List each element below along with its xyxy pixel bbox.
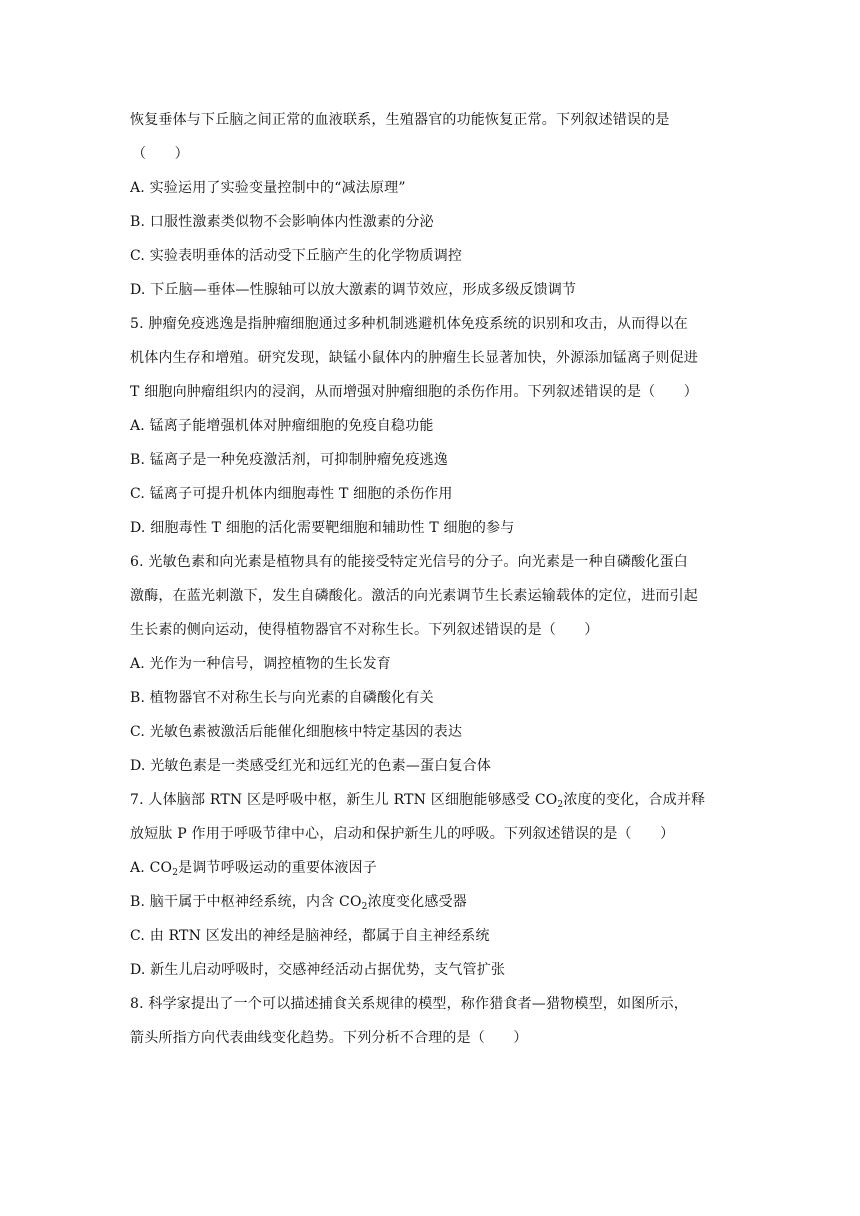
q5-option-b: B. 锰离子是一种免疫激活剂，可抑制肿瘤免疫逃逸 — [130, 452, 448, 468]
q4-option-b: B. 口服性激素类似物不会影响体内性激素的分泌 — [130, 214, 434, 230]
q6-option-d: D. 光敏色素是一类感受红光和远红光的色素—蛋白复合体 — [130, 758, 492, 774]
q7-stem-line-1 — [130, 790, 730, 815]
q7-option-a — [130, 858, 730, 883]
q6-stem-line-2: 激酶，在蓝光刺激下，发生自磷酸化。激活的向光素调节生长素运输载体的定位，进而引起 — [130, 588, 698, 604]
q7-option-c: C. 由 RTN 区发出的神经是脑神经，都属于自主神经系统 — [130, 928, 490, 944]
q6-stem-line-3: 生长素的侧向运动，使得植物器官不对称生长。下列叙述错误的是（ ） — [130, 622, 599, 638]
q7-option-b-pre: B. 脑干属于中枢神经系统，内含 CO — [130, 894, 362, 910]
q7-option-b-subscript: 2 — [361, 902, 368, 912]
q7-option-a-subscript: 2 — [172, 868, 179, 878]
q4-option-c: C. 实验表明垂体的活动受下丘脑产生的化学物质调控 — [130, 248, 463, 264]
q5-option-a: A. 锰离子能增强机体对肿瘤细胞的免疫自稳功能 — [130, 418, 434, 434]
q7-option-a-post: 是调节呼吸运动的重要体液因子 — [178, 860, 377, 876]
q4-option-d: D. 下丘脑—垂体—性腺轴可以放大激素的调节效应，形成多级反馈调节 — [130, 282, 577, 298]
q5-stem-line-2: 机体内生存和增殖。研究发现，缺锰小鼠体内的肿瘤生长显著加快，外源添加锰离子则促进 — [130, 350, 698, 366]
q7-option-b — [130, 892, 730, 917]
q5-stem-line-1: 5. 肿瘤免疫逃逸是指肿瘤细胞通过多种机制逃避机体免疫系统的识别和攻击，从而得以在 — [130, 316, 689, 332]
q6-option-b: B. 植物器官不对称生长与向光素的自磷酸化有关 — [130, 690, 434, 706]
q5-option-d: D. 细胞毒性 T 细胞的活化需要靶细胞和辅助性 T 细胞的参与 — [130, 520, 515, 536]
q7-stem-line-1-post: 浓度的变化，合成并释 — [563, 792, 706, 808]
q6-stem-line-1: 6. 光敏色素和向光素是植物具有的能接受特定光信号的分子。向光素是一种自磷酸化蛋白 — [130, 554, 689, 570]
q4-stem-line: 恢复垂体与下丘脑之间正常的血液联系，生殖器官的功能恢复正常。下列叙述错误的是 — [130, 112, 670, 128]
q8-stem-line-2: 箭头所指方向代表曲线变化趋势。下列分析不合理的是（ ） — [130, 1030, 528, 1046]
q7-co2-subscript: 2 — [557, 800, 564, 810]
q6-option-c: C. 光敏色素被激活后能催化细胞核中特定基因的表达 — [130, 724, 463, 740]
q7-option-b-post: 浓度变化感受器 — [367, 894, 467, 910]
q8-stem-line-1: 8. 科学家提出了一个可以描述捕食关系规律的模型，称作猎食者—猎物模型，如图所示， — [130, 996, 689, 1012]
q7-stem-line-1-pre: 7. 人体脑部 RTN 区是呼吸中枢，新生儿 RTN 区细胞能够感受 CO — [130, 792, 558, 808]
q6-option-a: A. 光作为一种信号，调控植物的生长发育 — [130, 656, 392, 672]
q5-stem-line-3: T 细胞向肿瘤组织内的浸润，从而增强对肿瘤细胞的杀伤作用。下列叙述错误的是（ ） — [130, 384, 698, 400]
q5-option-c: C. 锰离子可提升机体内细胞毒性 T 细胞的杀伤作用 — [130, 486, 453, 502]
q7-option-d: D. 新生儿启动呼吸时，交感神经活动占据优势，支气管扩张 — [130, 962, 506, 978]
q4-option-a: A. 实验运用了实验变量控制中的“减法原理” — [130, 180, 406, 196]
q7-stem-line-2: 放短肽 P 作用于呼吸节律中心，启动和保护新生儿的呼吸。下列叙述错误的是（ ） — [130, 826, 675, 842]
q4-answer-paren: （ ） — [132, 146, 189, 162]
q7-option-a-pre: A. CO — [130, 860, 173, 876]
